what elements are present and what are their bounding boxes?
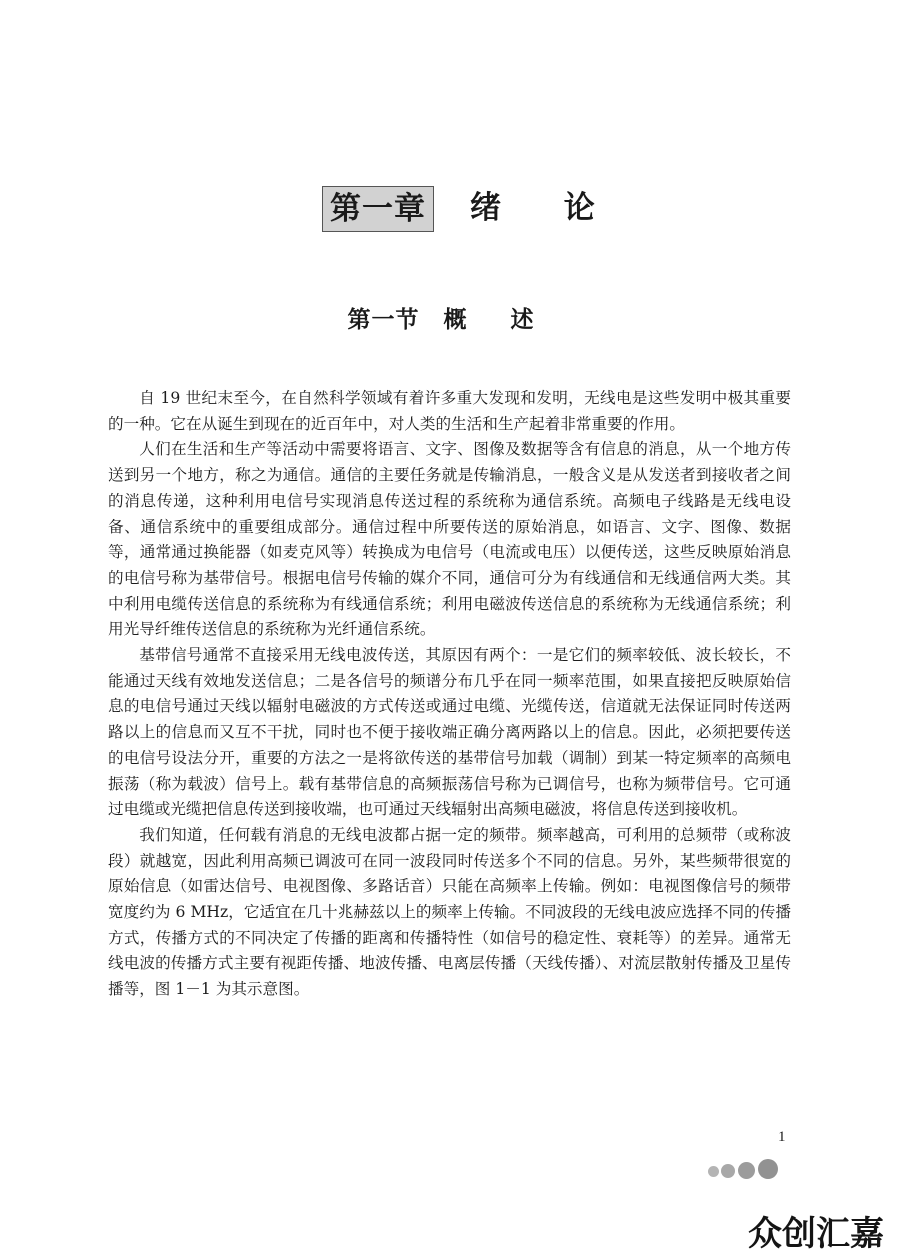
paragraph: 我们知道，任何载有消息的无线电波都占据一定的频带。频率越高，可利用的总频带（或称波段）就越宽，因此利用高频已调波可在同一波段同时传送多个不同的信息。另外，某些频带很宽的原始信息（如雷达信号、电视图像、多路话音）只能在高频率上传输。例如：电视图像信号的频带宽度约为 6 MHz，它适宜在几十兆赫兹以上的频率上传输。不同波段的无线电波应选择不同的传播方式，传播方式的不同决定了传播的距离和传播特性（如信号的稳定性、衰耗等）的差异。通常无线电波的传播方式主要有视距传播、地波传播、电离层传播（天线传播）、对流层散射传播及卫星传播等，图 1－1 为其示意图。 <box>108 825 791 999</box>
decoration-dot-icon <box>721 1164 735 1178</box>
decoration-dot-icon <box>758 1159 778 1179</box>
paragraph: 人们在生活和生产等活动中需要将语言、文字、图像及数据等含有信息的消息，从一个地方传送到另一个地方，称之为通信。通信的主要任务就是传输消息，一般含义是从发送者到接收者之间的消息传递，这种利用电信号实现消息传送过程的系统称为通信系统。高频电子线路是无线电设备、通信系统中的重要组成部分。通信过程中所要传送的原始消息，如语言、文字、图像、数据等，通常通过换能器（如麦克风等）转换成为电信号（电流或电压）以便传送，这些反映原始消息的电信号称为基带信号。根据电信号传输的媒介不同，通信可分为有线通信和无线通信两大类。其中利用电缆传送信息的系统称为有线通信系统；利用电磁波传送信息的系统称为无线通信系统；利用光导纤维传送信息的系统称为光纤通信系统。 <box>108 440 791 639</box>
section-title: 概 述 <box>443 306 552 333</box>
chapter-heading <box>0 178 899 238</box>
paragraph: 自 19 世纪末至今，在自然科学领域有着许多重大发现和发明，无线电是这些发明中极其重要的一种。它在从诞生到现在的近百年中，对人类的生活和生产起着非常重要的作用。 <box>108 389 791 433</box>
page-decoration-dots <box>708 1156 792 1180</box>
decoration-dot-icon <box>738 1162 755 1179</box>
paragraph: 基带信号通常不直接采用无线电波传送，其原因有两个：一是它们的频率较低、波长较长，不能通过天线有效地发送信息；二是各信号的频谱分布几乎在同一频率范围，如果直接把反映原始信息的电信号通过天线以辐射电磁波的方式传送或通过电缆、光缆传送，信道就无法保证同时传送两路以上的信息而又互不干扰，同时也不便于接收端正确分离两路以上的信息。因此，必须把要传送的电信号设法分开，重要的方法之一是将欲传送的基带信号加载（调制）到某一特定频率的高频电振荡（称为载波）信号上。载有基带信息的高频振荡信号称为已调信号，也称为频带信号。它可通过电缆或光缆把信息传送到接收端，也可通过天线辐射出高频电磁波，将信息传送到接收机。 <box>108 646 791 819</box>
section-label: 第一节 <box>347 306 420 333</box>
decoration-dot-icon <box>708 1166 719 1177</box>
section-heading <box>0 302 899 338</box>
page-number: 1 <box>778 1129 786 1145</box>
watermark-logo: 众创汇嘉 <box>748 1214 884 1254</box>
chapter-title: 绪 论 <box>470 190 621 226</box>
body-text <box>108 386 791 1003</box>
chapter-label: 第一章 <box>322 186 434 232</box>
